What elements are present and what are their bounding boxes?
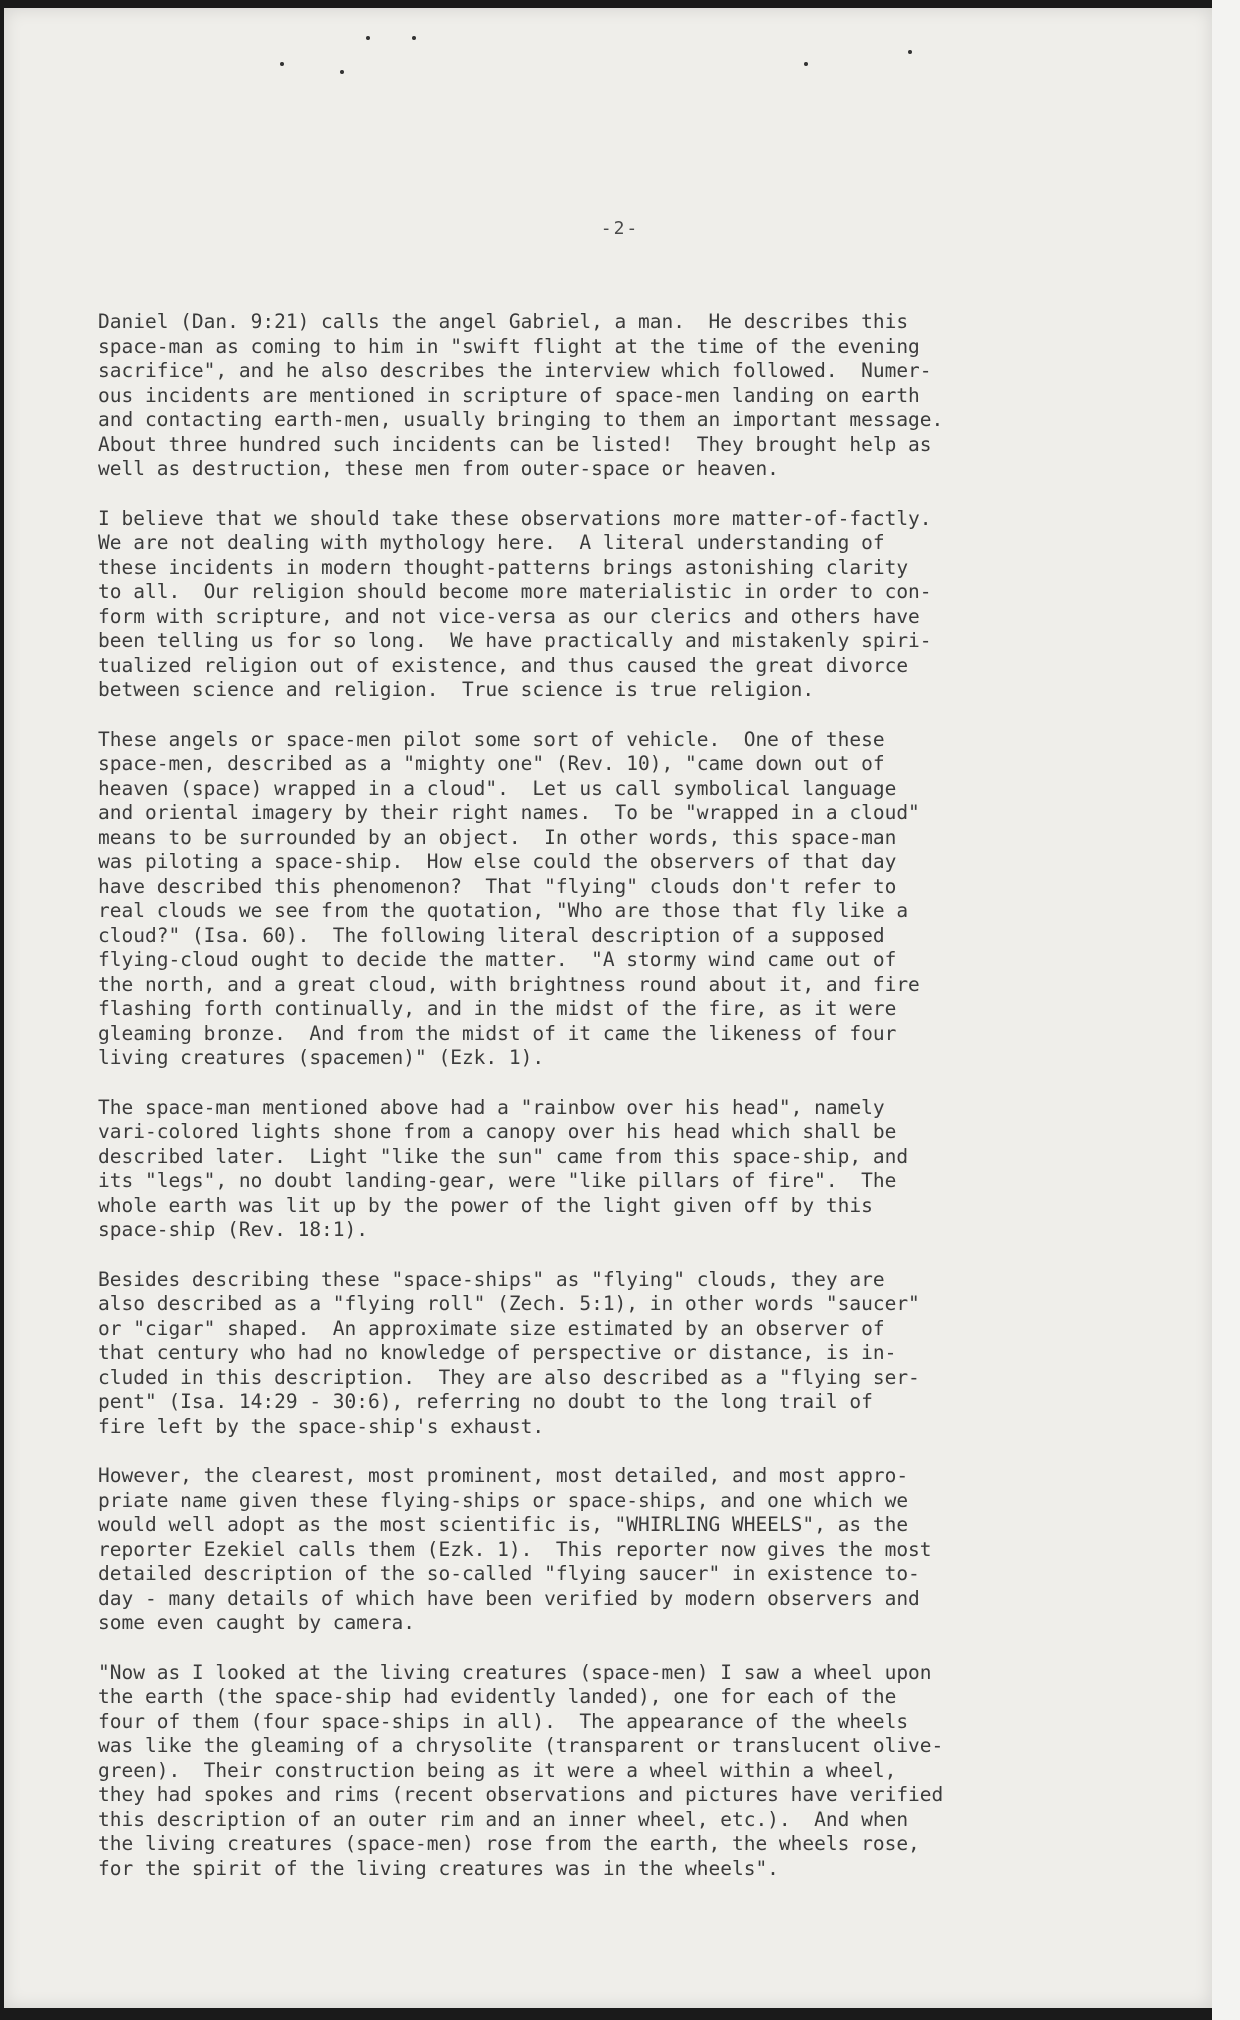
punch-mark: [412, 36, 416, 40]
punch-mark: [908, 50, 912, 54]
body-text: [98, 310, 1138, 1906]
punch-mark: [366, 36, 370, 40]
paragraph: However, the clearest, most prominent, most detailed, and most appro- priate name given these flying-ships or space-ships, and one which we would well adopt as the most scientific is, "WHIRLING WHEELS", as the reporter Ezekiel calls them (Ezk. 1). This reporter now gives the most detailed description of the so-called "flying saucer" in existence to- day - many details of which have been verified by modern observers and some even caught by camera.: [98, 1464, 932, 1634]
paragraph: Daniel (Dan. 9:21) calls the angel Gabriel, a man. He describes this space-man as coming to him in "swift flight at the time of the evening sacrifice", and he also describes the interview which followed. Numer- ous incidents are mentioned in scripture of space-men landing on earth and contacting earth-men, usually bringing to them an important message. About three hundred such incidents can be listed! They brought help as well as destruction, these men from outer-space or heaven.: [98, 310, 944, 480]
scan-edge: [1212, 0, 1240, 2020]
punch-mark: [280, 62, 284, 66]
paragraph: "Now as I looked at the living creatures (space-men) I saw a wheel upon the earth (the space-ship had evidently landed), one for each of the four of them (four space-ships in all). The appearance of the wheels was like the gleaming of a chrysolite (transparent or translucent olive- green). Their construction being as it were a wheel within a wheel, they had spokes and rims (recent observations and pictures have verified this description of an outer rim and an inner wheel, etc.). And when the living creatures (space-men) rose from the earth, the wheels rose, for the spirit of the living creatures was in the wheels".: [98, 1660, 944, 1880]
paragraph: Besides describing these "space-ships" as "flying" clouds, they are also described as a "flying roll" (Zech. 5:1), in other words "saucer" or "cigar" shaped. An approximate size estimated by an observer of that century who had no knowledge of perspective or distance, is in- cluded in this description. They are also described as a "flying ser- pent" (Isa. 14:29 - 30:6), referring no doubt to the long trail of fire left by the space-ship's exhaust.: [98, 1267, 920, 1438]
punch-mark: [340, 70, 344, 74]
paragraph: I believe that we should take these observations more matter-of-factly. We are not dealing with mythology here. A literal understanding of these incidents in modern thought-patterns brings astonishing clarity to all. Our religion should become more materialistic in order to con- form with scripture, and not vice-versa as our clerics and others have been telling us for so long. We have practically and mistakenly spiri- tualized religion out of existence, and thus caused the great divorce between science and religion. True science is true religion.: [98, 506, 932, 701]
paragraph: These angels or space-men pilot some sort of vehicle. One of these space-men, described as a "mighty one" (Rev. 10), "came down out of heaven (space) wrapped in a cloud". Let us call symbolical language and oriental imagery by their right names. To be "wrapped in a cloud" means to be surrounded by an object. In other words, this space-man was piloting a space-ship. How else could the observers of that day have described this phenomenon? That "flying" clouds don't refer to real clouds we see from the quotation, "Who are those that fly like a cloud?" (Isa. 60). The following literal description of a supposed flying-cloud ought to decide the matter. "A stormy wind came out of the north, and a great cloud, with brightness round about it, and fire flashing forth continually, and in the midst of the fire, as it were gleaming bronze. And from the midst of it came the likeness of four living creatures (spacemen)" (Ezk. 1).: [98, 727, 920, 1069]
page-number: -2-: [600, 218, 640, 239]
paragraph: The space-man mentioned above had a "rainbow over his head", namely vari-colored lights shone from a canopy over his head which shall be described later. Light "like the sun" came from this space-ship, and its "legs", no doubt landing-gear, were "like pillars of fire". The whole earth was lit up by the power of the light given off by this space-ship (Rev. 18:1).: [98, 1095, 909, 1241]
punch-mark: [804, 62, 808, 66]
